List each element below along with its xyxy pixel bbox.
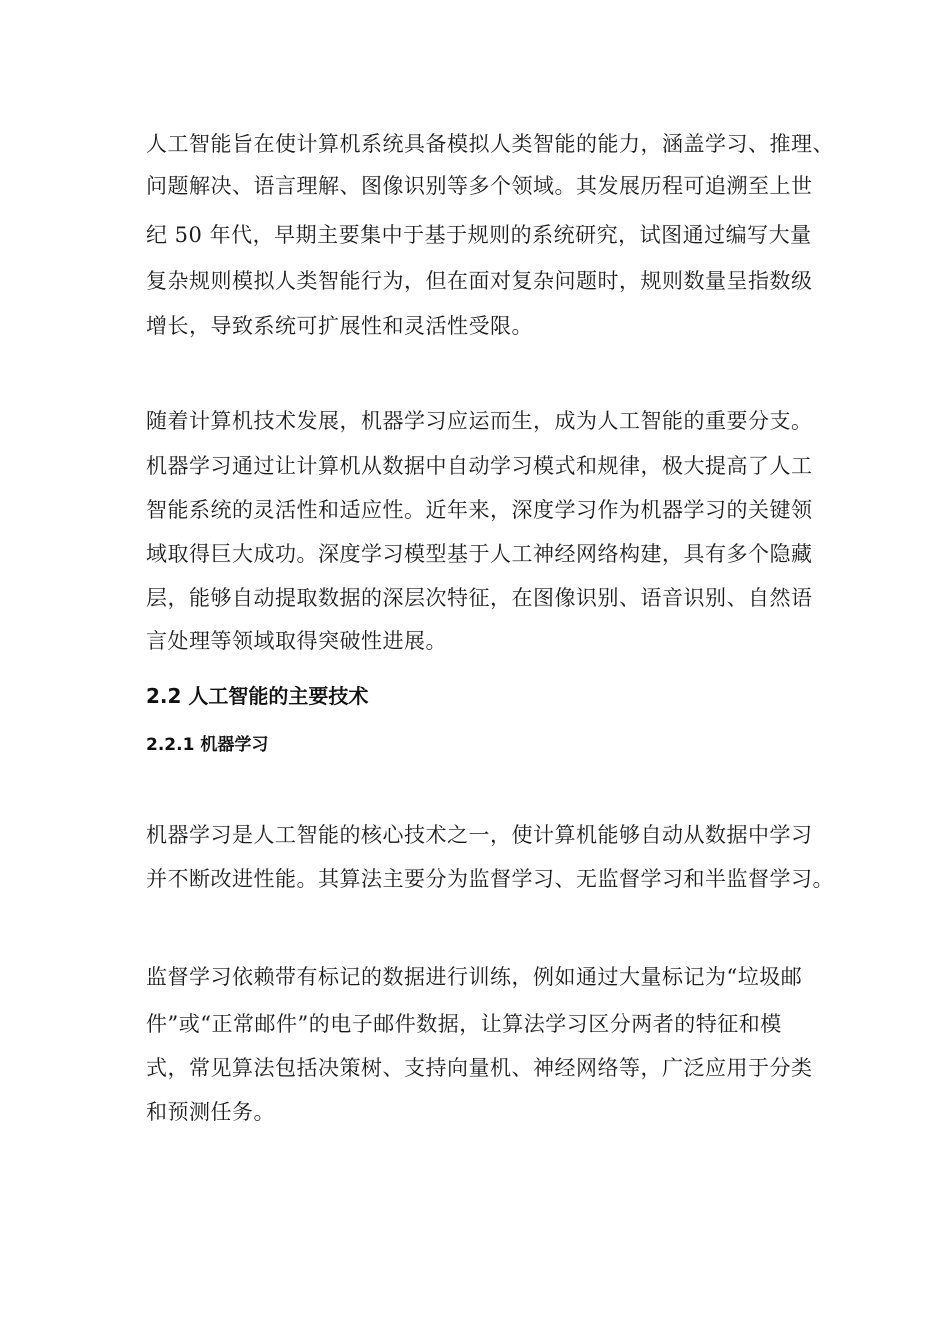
paragraph-line: 并不断改进性能。其算法主要分为监督学习、无监督学习和半监督学习。 <box>146 867 834 891</box>
paragraph-line: 式，常见算法包括决策树、支持向量机、神经网络等，广泛应用于分类 <box>146 1056 813 1080</box>
paragraph-line: 机器学习是人工智能的核心技术之一，使计算机能够自动从数据中学习 <box>146 823 813 847</box>
section-heading: 2.2 人工智能的主要技术 <box>146 684 369 708</box>
paragraph-line: 件”或“正常邮件”的电子邮件数据，让算法学习区分两者的特征和模 <box>146 1012 782 1036</box>
paragraph-line: 纪 50 年代，早期主要集中于基于规则的系统研究，试图通过编写大量 <box>146 223 812 247</box>
paragraph-line: 域取得巨大成功。深度学习模型基于人工神经网络构建，具有多个隐藏 <box>146 542 813 566</box>
paragraph-line: 和预测任务。 <box>146 1100 275 1124</box>
paragraph-line: 智能系统的灵活性和适应性。近年来，深度学习作为机器学习的关键领 <box>146 498 813 522</box>
paragraph-line: 问题解决、语言理解、图像识别等多个领域。其发展历程可追溯至上世 <box>146 174 813 198</box>
paragraph-line: 层，能够自动提取数据的深层次特征，在图像识别、语音识别、自然语 <box>146 586 813 610</box>
paragraph-line: 随着计算机技术发展，机器学习应运而生，成为人工智能的重要分支。 <box>146 409 813 433</box>
paragraph-line: 监督学习依赖带有标记的数据进行训练，例如通过大量标记为“垃圾邮 <box>146 965 803 989</box>
paragraph-line: 增长，导致系统可扩展性和灵活性受限。 <box>146 314 533 338</box>
paragraph-line: 言处理等领域取得突破性进展。 <box>146 629 447 653</box>
subsection-heading: 2.2.1 机器学习 <box>146 735 269 755</box>
paragraph-line: 人工智能旨在使计算机系统具备模拟人类智能的能力，涵盖学习、推理、 <box>146 132 834 156</box>
paragraph-line: 机器学习通过让计算机从数据中自动学习模式和规律，极大提高了人工 <box>146 454 813 478</box>
paragraph-line: 复杂规则模拟人类智能行为，但在面对复杂问题时，规则数量呈指数级 <box>146 269 813 293</box>
